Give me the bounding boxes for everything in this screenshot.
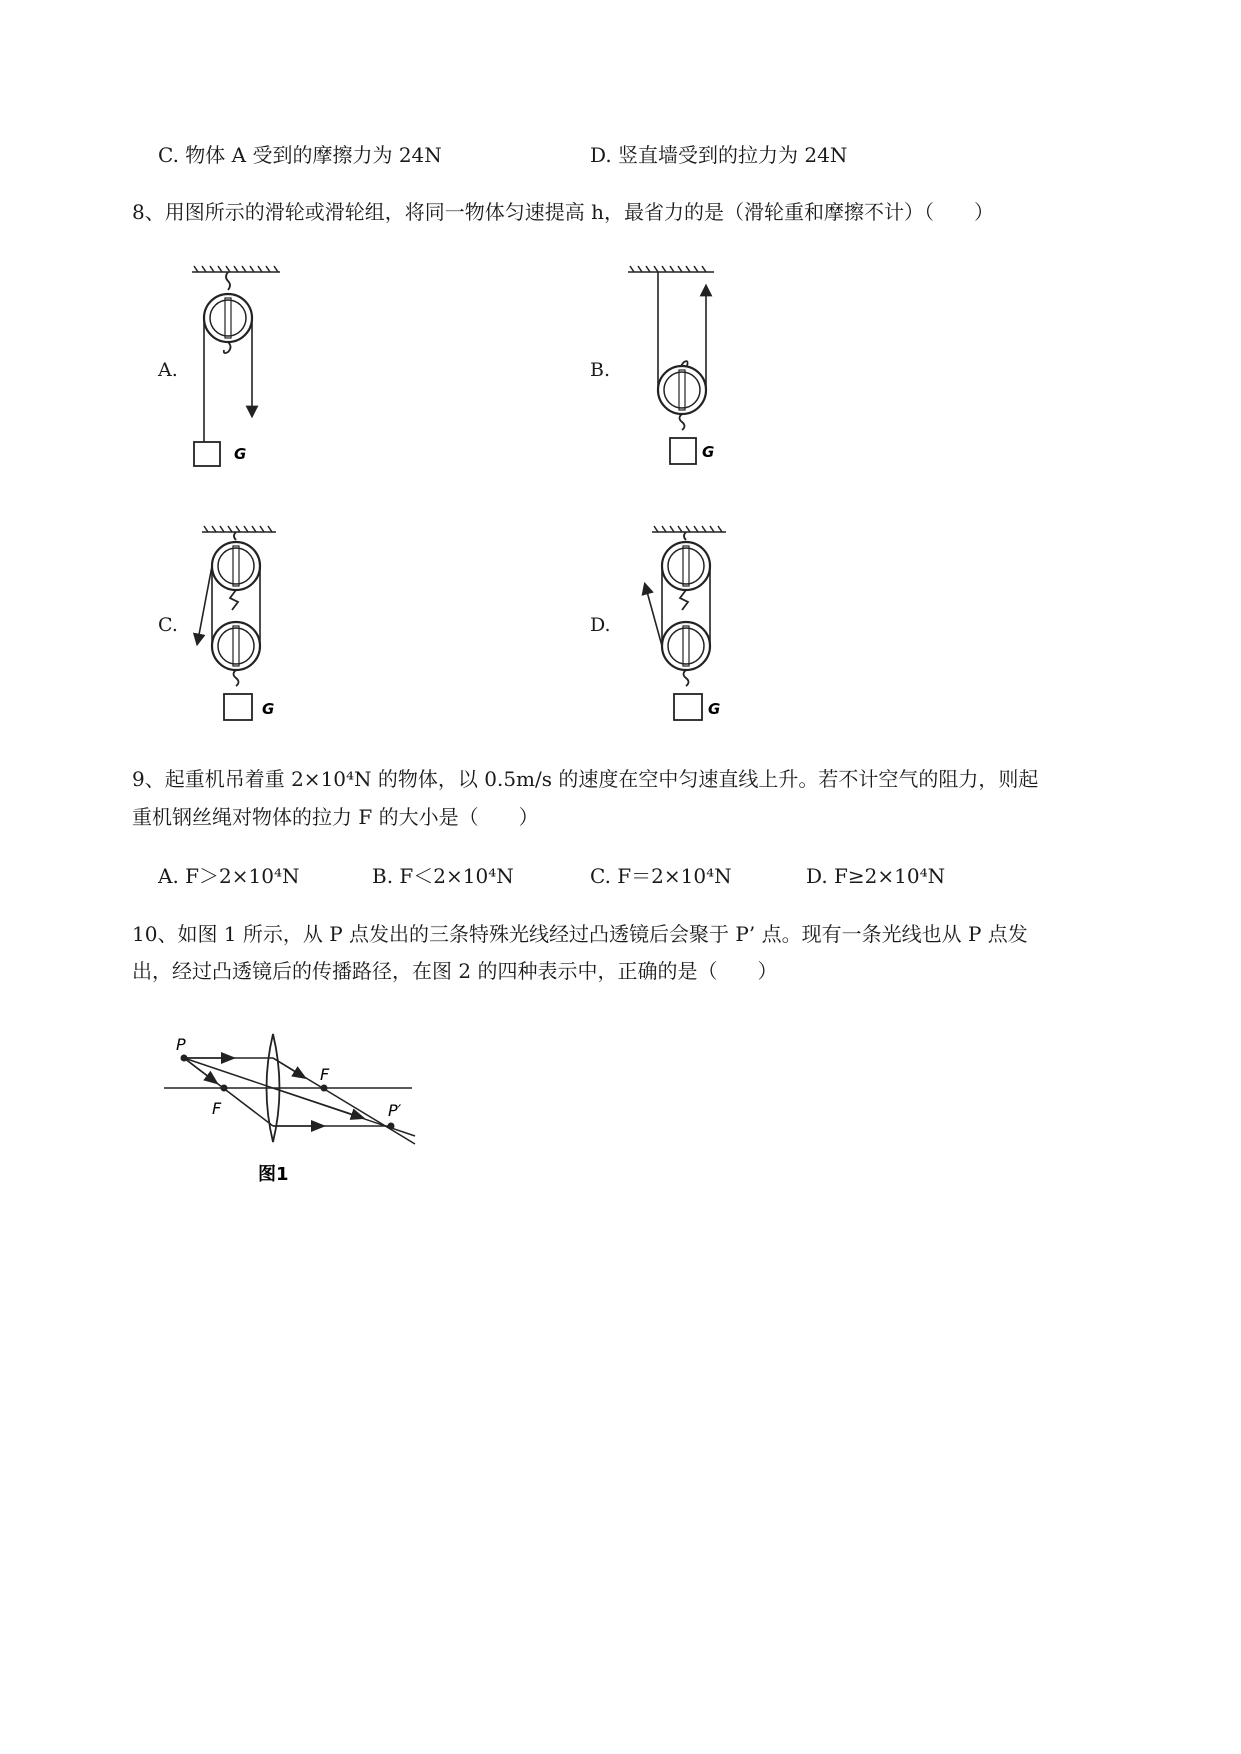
- q10-stem-line1: 10、如图 1 所示，从 P 点发出的三条特殊光线经过凸透镜后会聚于 P’ 点。现有一条光线也从 P 点发: [132, 922, 1028, 946]
- point-p-prime-label: P′: [388, 1101, 402, 1120]
- pulley-figure-a: [180, 262, 290, 472]
- q8-option-a-label: A.: [158, 359, 178, 381]
- q8-option-c-label: C.: [158, 614, 178, 636]
- q7-option-d: D. 竖直墙受到的拉力为 24N: [590, 143, 848, 167]
- q9-option-c: C. F＝2×10⁴N: [590, 864, 732, 888]
- q8-stem: 8、用图所示的滑轮或滑轮组，将同一物体匀速提高 h，最省力的是（滑轮重和摩擦不计）（ ）: [132, 200, 994, 224]
- focus-right-label: F: [320, 1065, 330, 1084]
- point-p-label: P: [176, 1035, 186, 1054]
- weight-label: G: [234, 445, 247, 463]
- q9-stem-line2: 重机钢丝绳对物体的拉力 F 的大小是（ ）: [132, 805, 539, 829]
- q8-option-b-label: B.: [590, 359, 611, 381]
- q8-option-d-label: D.: [590, 614, 611, 636]
- lens-ray-diagram: [160, 1030, 430, 1190]
- q9-option-a: A. F＞2×10⁴N: [158, 864, 300, 888]
- q10-stem-line2: 出，经过凸透镜后的传播路径，在图 2 的四种表示中，正确的是（ ）: [132, 959, 778, 983]
- figure-caption: 图1: [258, 1164, 289, 1185]
- weight-label: G: [702, 443, 715, 461]
- q9-option-b: B. F＜2×10⁴N: [372, 864, 514, 888]
- pulley-figure-d: [634, 522, 744, 732]
- q7-option-c: C. 物体 A 受到的摩擦力为 24N: [158, 143, 442, 167]
- weight-label: G: [708, 700, 721, 718]
- pulley-figure-c: [186, 522, 296, 732]
- ceiling-hatch: [192, 266, 280, 272]
- q9-option-d: D. F≥2×10⁴N: [806, 864, 946, 888]
- weight-label: G: [262, 700, 275, 718]
- q9-stem-line1: 9、起重机吊着重 2×10⁴N 的物体，以 0.5m/s 的速度在空中匀速直线上升。若不计空气的阻力，则起: [132, 767, 1039, 791]
- pulley-figure-b: [618, 262, 728, 472]
- focus-left-label: F: [212, 1099, 222, 1118]
